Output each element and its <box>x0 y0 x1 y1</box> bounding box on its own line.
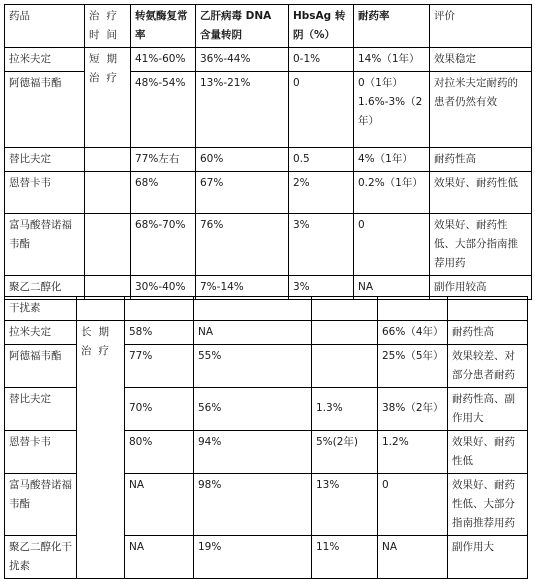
cell-resistance: 38%（2年） <box>378 388 448 431</box>
cell-alt: 68%-70% <box>131 214 196 276</box>
empty-cell <box>125 297 194 321</box>
empty-cell <box>85 148 131 172</box>
drug-name: 聚乙二醇化干扰素 <box>5 536 77 579</box>
cell-resistance: NA <box>354 276 430 300</box>
cell-resistance: 0 <box>354 214 430 276</box>
cell-dna: 98% <box>194 474 312 536</box>
cell-resistance: 14%（1年） <box>354 48 430 72</box>
header-alt-normalization: 转氨酶复常率 <box>131 5 196 48</box>
drug-name: 阿德福韦酯 <box>5 345 77 388</box>
drug-name-continued: 干扰素 <box>5 297 77 321</box>
cell-evaluation: 耐药性高、副作用大 <box>448 388 528 431</box>
treatment-time-short: 短期治疗 <box>85 48 131 148</box>
cell-hbsag: 0-1% <box>289 48 354 72</box>
table-row <box>5 172 532 214</box>
cell-resistance: NA <box>378 536 448 579</box>
cell-evaluation: 对拉米夫定耐药的患者仍然有效 <box>430 72 532 148</box>
header-hbv-dna-negative: 乙肝病毒 DNA 含量转阴 <box>196 5 289 48</box>
cell-dna: 60% <box>196 148 289 172</box>
empty-cell <box>448 297 528 321</box>
short-term-treatment-table <box>4 4 532 300</box>
cell-evaluation: 耐药性高 <box>448 321 528 345</box>
cell-dna: 13%-21% <box>196 72 289 148</box>
cell-hbsag: 1.3% <box>312 388 378 431</box>
cell-hbsag: 2% <box>289 172 354 214</box>
cell-hbsag <box>312 345 378 388</box>
cell-resistance: 0（1年） 1.6%-3%（2年） <box>354 72 430 148</box>
header-hbsag-negative: HbsAg 转阴（%） <box>289 5 354 48</box>
empty-cell <box>378 297 448 321</box>
table-row <box>5 148 532 172</box>
cell-evaluation: 效果好、耐药性低 <box>430 172 532 214</box>
header-resistance-rate: 耐药率 <box>354 5 430 48</box>
treatment-time-long: 长期治疗 <box>77 321 125 579</box>
cell-hbsag: 0 <box>289 72 354 148</box>
cell-alt: 58% <box>125 321 194 345</box>
cell-hbsag: 3% <box>289 276 354 300</box>
cell-hbsag: 5%(2年) <box>312 431 378 474</box>
cell-alt: NA <box>125 474 194 536</box>
drug-name: 聚乙二醇化 <box>5 276 85 300</box>
drug-name: 拉米夫定 <box>5 321 77 345</box>
cell-hbsag: 13% <box>312 474 378 536</box>
cell-dna: 56% <box>194 388 312 431</box>
drug-name: 富马酸替诺福韦酯 <box>5 214 85 276</box>
cell-evaluation: 效果稳定 <box>430 48 532 72</box>
cell-evaluation: 副作用大 <box>448 536 528 579</box>
cell-resistance: 4%（1年） <box>354 148 430 172</box>
cell-alt: 41%-60% <box>131 48 196 72</box>
table-row <box>5 72 532 148</box>
cell-resistance: 25%（5年） <box>378 345 448 388</box>
cell-alt: 77% <box>125 345 194 388</box>
cell-alt: 48%-54% <box>131 72 196 148</box>
cell-alt: NA <box>125 536 194 579</box>
cell-evaluation: 效果好、耐药性低、大部分指南推荐用药 <box>430 214 532 276</box>
cell-hbsag: 0.5 <box>289 148 354 172</box>
cell-dna: 7%-14% <box>196 276 289 300</box>
cell-alt: 70% <box>125 388 194 431</box>
cell-resistance: 0 <box>378 474 448 536</box>
cell-dna: 55% <box>194 345 312 388</box>
drug-name: 富马酸替诺福韦酯 <box>5 474 77 536</box>
cell-hbsag: 3% <box>289 214 354 276</box>
cell-evaluation: 耐药性高 <box>430 148 532 172</box>
drug-name: 替比夫定 <box>5 148 85 172</box>
cell-alt: 30%-40% <box>131 276 196 300</box>
empty-cell <box>85 172 131 214</box>
cell-alt: 68% <box>131 172 196 214</box>
cell-evaluation: 效果较差、对部分患者耐药 <box>448 345 528 388</box>
drug-name: 拉米夫定 <box>5 48 85 72</box>
cell-dna: 36%-44% <box>196 48 289 72</box>
cell-dna: 67% <box>196 172 289 214</box>
cell-hbsag: 11% <box>312 536 378 579</box>
cell-dna: 19% <box>194 536 312 579</box>
cell-evaluation: 效果好、耐药性低 <box>448 431 528 474</box>
table-row <box>5 48 532 72</box>
drug-name: 恩替卡韦 <box>5 431 77 474</box>
empty-cell <box>77 297 125 321</box>
long-term-treatment-table <box>4 296 528 579</box>
cell-alt: 77%左右 <box>131 148 196 172</box>
cell-dna: 76% <box>196 214 289 276</box>
cell-evaluation: 副作用较高 <box>430 276 532 300</box>
empty-cell <box>194 297 312 321</box>
empty-cell <box>312 297 378 321</box>
cell-hbsag <box>312 321 378 345</box>
cell-resistance: 1.2% <box>378 431 448 474</box>
header-evaluation: 评价 <box>430 5 532 48</box>
drug-name: 恩替卡韦 <box>5 172 85 214</box>
cell-dna: NA <box>194 321 312 345</box>
empty-cell <box>85 214 131 276</box>
table-row <box>5 297 528 321</box>
table-header-row <box>5 5 532 48</box>
drug-name: 阿德福韦酯 <box>5 72 85 148</box>
cell-dna: 94% <box>194 431 312 474</box>
cell-resistance: 66%（4年） <box>378 321 448 345</box>
header-treatment-time: 治疗时间 <box>85 5 131 48</box>
cell-alt: 80% <box>125 431 194 474</box>
cell-evaluation: 效果好、耐药性低、大部分指南推荐用药 <box>448 474 528 536</box>
cell-resistance: 0.2%（1年） <box>354 172 430 214</box>
table-row <box>5 321 528 345</box>
drug-name: 替比夫定 <box>5 388 77 431</box>
header-drug: 药品 <box>5 5 85 48</box>
table-row <box>5 214 532 276</box>
